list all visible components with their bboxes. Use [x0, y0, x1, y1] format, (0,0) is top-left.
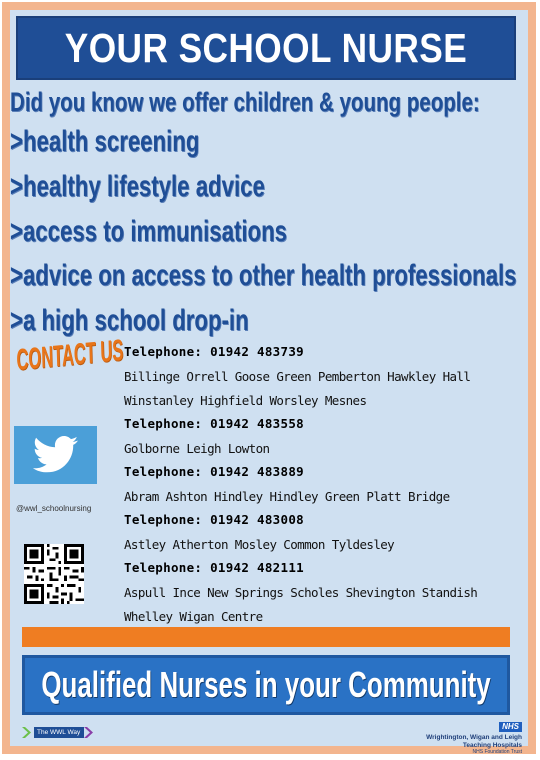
- qr-code-icon[interactable]: [24, 544, 84, 604]
- contact-list: [124, 341, 524, 629]
- service-item: >health screening: [10, 125, 200, 158]
- wwl-way-label: The WWL Way: [34, 727, 84, 738]
- telephone-number[interactable]: Telephone: 01942 482111: [124, 560, 304, 575]
- wwl-way-logo: [22, 726, 94, 739]
- contact-us-heading: CONTACT US: [16, 333, 124, 377]
- poster: [2, 2, 536, 754]
- service-item: >healthy lifestyle advice: [10, 170, 265, 203]
- orange-divider: [22, 627, 510, 647]
- area-list: Golborne Leigh Lowton: [124, 441, 270, 456]
- area-list: Aspull Ince New Springs Scholes Shevington Standish Whelley Wigan Centre: [124, 585, 478, 624]
- twitter-bird-icon[interactable]: [14, 426, 97, 484]
- headline: Did you know we offer children & young people:: [10, 87, 480, 117]
- area-list: Abram Ashton Hindley Hindley Green Platt Bridge: [124, 489, 450, 504]
- telephone-number[interactable]: Telephone: 01942 483889: [124, 464, 304, 479]
- trust-suffix: NHS Foundation Trust: [472, 749, 522, 755]
- nhs-trust-logo: [412, 716, 522, 755]
- service-item: >access to immunisations: [10, 215, 287, 248]
- trust-name: Wrightington, Wigan and Leigh Teaching Hospitals: [426, 734, 522, 749]
- telephone-number[interactable]: Telephone: 01942 483008: [124, 512, 304, 527]
- title-banner: [16, 16, 516, 80]
- service-item: >advice on access to other health professionals: [10, 259, 517, 292]
- bottom-banner: [22, 655, 510, 715]
- poster-body: [10, 10, 528, 755]
- twitter-bird-icon-graphic: [33, 436, 79, 474]
- twitter-handle[interactable]: @wwl_schoolnursing: [16, 504, 92, 513]
- page-title: YOUR SCHOOL NURSE: [64, 24, 468, 71]
- qr-code-graphic: [24, 544, 84, 604]
- banner-text: Qualified Nurses in your Community: [41, 664, 491, 705]
- telephone-number[interactable]: Telephone: 01942 483558: [124, 416, 304, 431]
- service-item: >a high school drop-in: [10, 304, 249, 337]
- area-list: Billinge Orrell Goose Green Pemberton Hawkley Hall Winstanley Highfield Worsley Mesnes: [124, 369, 471, 408]
- nhs-logo: NHS: [499, 722, 522, 732]
- telephone-number[interactable]: Telephone: 01942 483739: [124, 344, 304, 359]
- area-list: Astley Atherton Mosley Common Tyldesley: [124, 537, 395, 552]
